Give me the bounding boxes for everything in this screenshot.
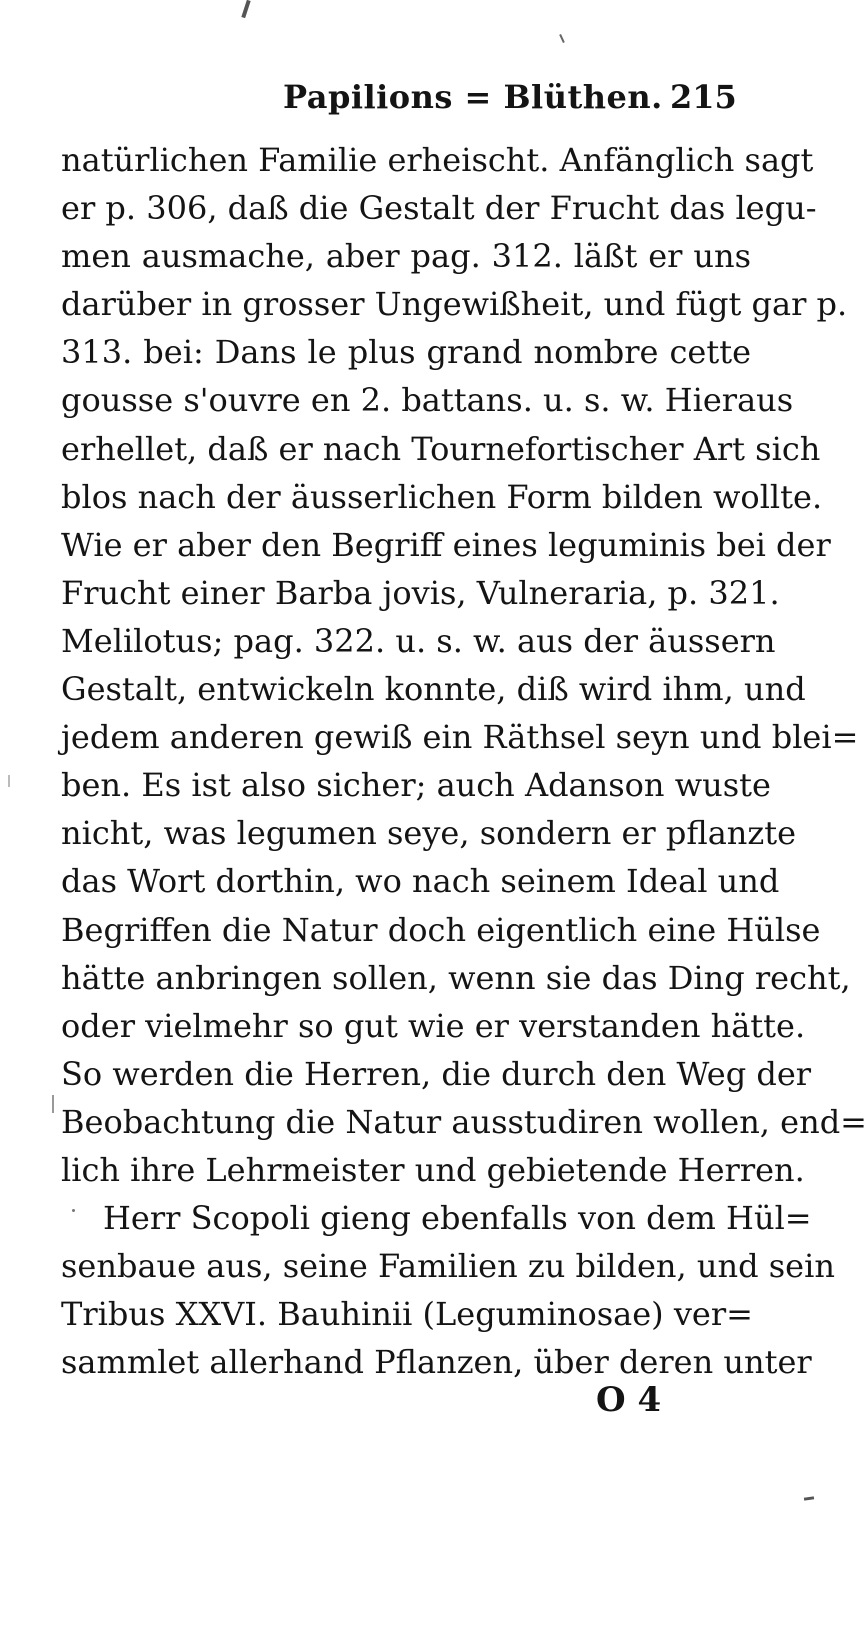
text-line: 313. bei: Dans le plus grand nombre cette: [61, 333, 751, 372]
text-line: jedem anderen gewiß ein Räthsel seyn und blei=: [61, 718, 859, 757]
page-header: [0, 70, 830, 126]
ink-mark: [52, 1095, 54, 1113]
text-line: ben. Es ist also sicher; auch Adanson wuste: [61, 766, 771, 805]
ink-mark: [559, 34, 565, 43]
text-line: Beobachtung die Natur ausstudiren wollen, end=: [61, 1102, 867, 1141]
text-line: Frucht einer Barba jovis, Vulneraria, p. 321.: [61, 573, 780, 612]
text-line: men ausmache, aber pag. 312. läßt er uns: [61, 237, 751, 276]
text-line: das Wort dorthin, wo nach seinem Ideal und: [61, 862, 780, 901]
text-line: natürlichen Familie erheischt. Anfänglich sagt: [61, 141, 814, 179]
text-line: nicht, was legumen seye, sondern er pflanzte: [61, 814, 797, 853]
text-line: Wie er aber den Begriff eines leguminis bei der: [61, 525, 831, 564]
text-line: Begriffen die Natur doch eigentlich eine Hülse: [61, 910, 821, 949]
text-line: sammlet allerhand Pflanzen, über deren unter: [61, 1343, 812, 1382]
page-footer: [590, 1380, 710, 1440]
body-text: [61, 136, 867, 1386]
text-line: Gestalt, entwickeln konnte, diß wird ihm, und: [61, 670, 806, 709]
text-line: Tribus XXVI. Bauhinii (Leguminosae) ver=: [61, 1295, 753, 1334]
text-line: senbaue aus, seine Familien zu bilden, und sein: [61, 1247, 835, 1286]
text-line: Herr Scopoli gieng ebenfalls von dem Hül=: [103, 1199, 812, 1238]
running-title: Papilions = Blüthen.: [283, 78, 663, 116]
ink-mark: [8, 775, 10, 787]
page-number: 215: [670, 78, 737, 116]
text-line: gousse s'ouvre en 2. battans. u. s. w. Hieraus: [61, 381, 794, 420]
text-line: hätte anbringen sollen, wenn sie das Ding recht,: [61, 958, 851, 997]
text-line: erhellet, daß er nach Tournefortischer Art sich: [61, 429, 821, 468]
text-line: oder vielmehr so gut wie er verstanden hätte.: [61, 1006, 806, 1045]
text-line: So werden die Herren, die durch den Weg der: [61, 1054, 812, 1093]
text-line: blos nach der äusserlichen Form bilden wollte.: [61, 477, 823, 516]
ink-mark: [804, 1496, 814, 1500]
text-line: darüber in grosser Ungewißheit, und fügt gar p.: [61, 285, 848, 324]
ink-mark: [241, 0, 250, 18]
text-line: er p. 306, daß die Gestalt der Frucht das legu-: [61, 189, 817, 228]
text-line: lich ihre Lehrmeister und gebietende Herren.: [61, 1150, 805, 1189]
text-line: Melilotus; pag. 322. u. s. w. aus der äussern: [61, 621, 776, 660]
signature-mark: O 4: [596, 1380, 662, 1420]
